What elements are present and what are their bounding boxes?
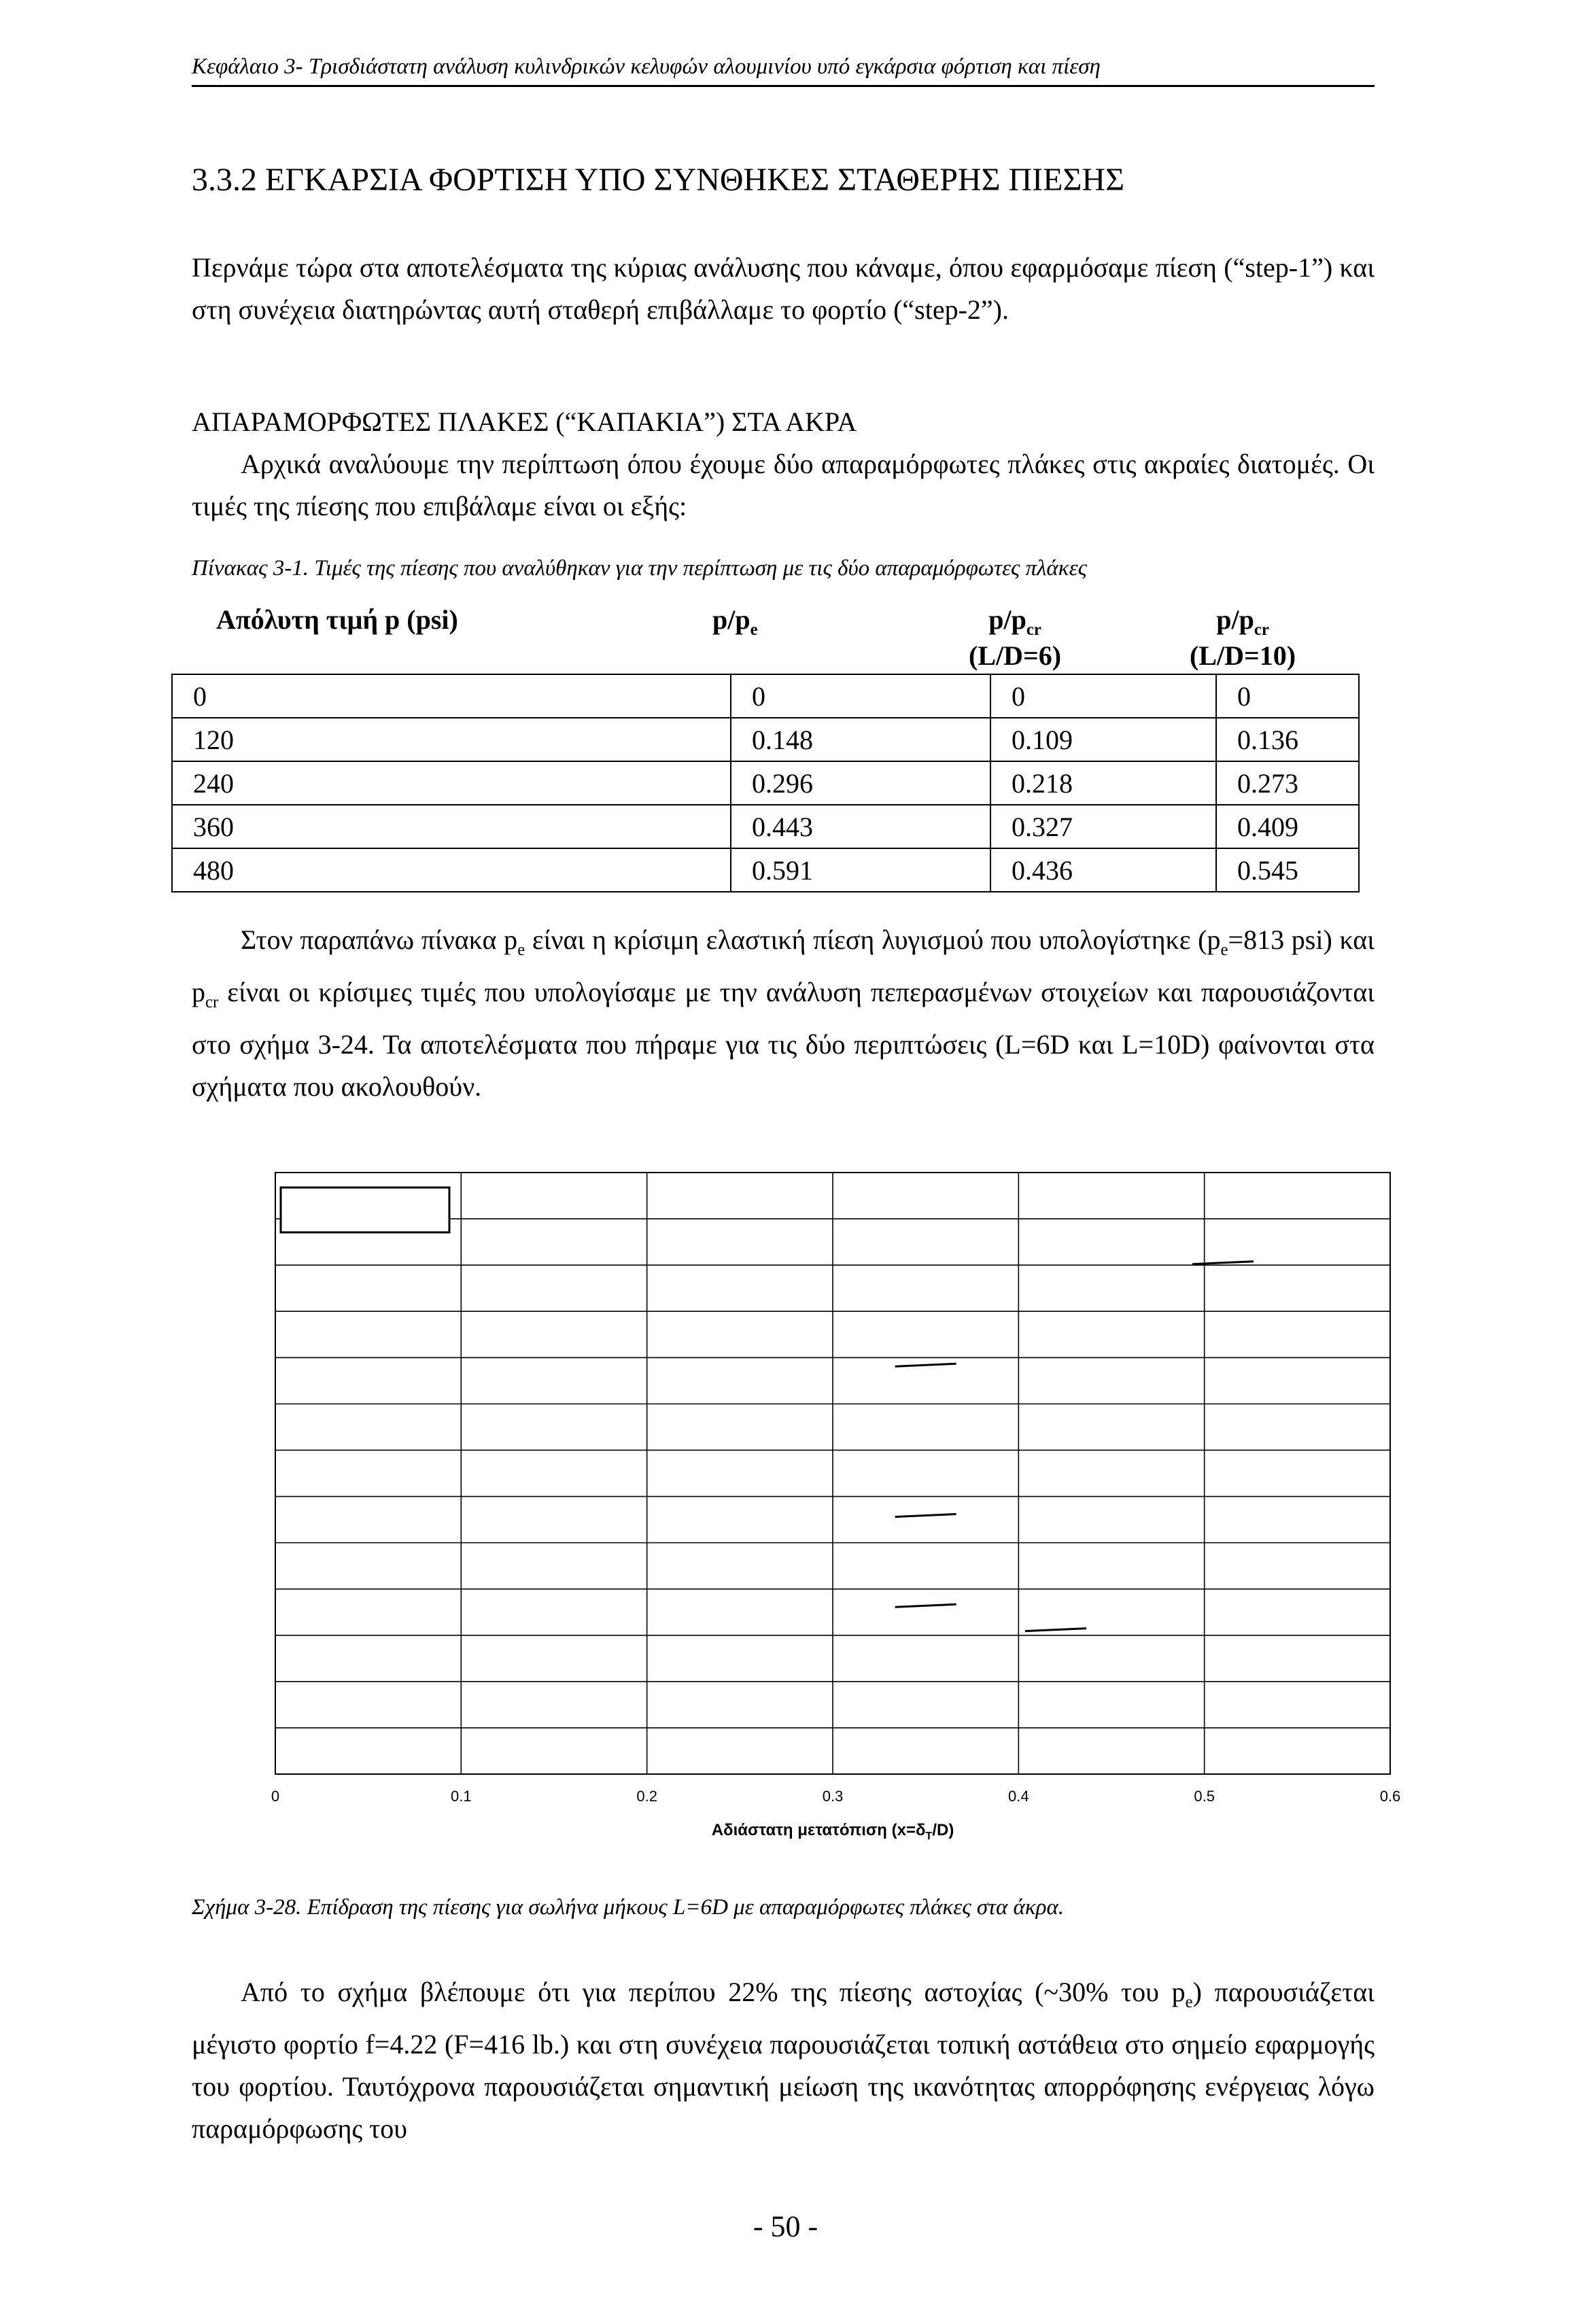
conclusion-paragraph: Από το σχήμα βλέπουμε ότι για περίπου 22% της πίεσης αστοχίας (~30% του $p_e$) παρουσιάζεται μέγιστο φορτίο f=4.22 (F=416 lb.) και στη συνέχεια παρουσιάζεται τοπική αστάθεια στο σημείο εφαρμογής του φορτίου. Ταυτόχρονα παρουσιάζεται σημαντική μείωση της ικανότητας απορρόφησης ενέργειας λόγω παραμόρφωσης του <box>192 1977 1375 2144</box>
x-tick-label: 0.5 <box>1194 1788 1215 1805</box>
table-row: 360 0.443 0.327 0.409 <box>172 805 1359 848</box>
legend-box <box>281 1187 449 1232</box>
running-header: Κεφάλαιο 3- Τρισδιάστατη ανάλυση κυλινδρικών κελυφών αλουμινίου υπό εγκάρσια φόρτιση και πίεση <box>192 54 1375 87</box>
table-header-pressure: Απόλυτη τιμή p (psi) <box>216 604 458 635</box>
x-tick-label: 0.2 <box>636 1788 657 1805</box>
curve-segment <box>895 1364 956 1366</box>
load-displacement-chart <box>258 1162 1414 1862</box>
x-tick-label: 0.4 <box>1008 1788 1029 1805</box>
table-caption: Πίνακας 3-1. Τιμές της πίεσης που αναλύθηκαν για την περίπτωση με τις δύο απαραμόρφωτες πλάκες <box>192 556 1087 580</box>
curve-segment <box>1192 1262 1254 1264</box>
curve-segment <box>895 1514 956 1516</box>
subsection-text: Αρχικά αναλύουμε την περίπτωση όπου έχουμε δύο απαραμόρφωτες πλάκες στις ακραίες διατομές. Οι τιμές της πίεσης που επιβάλαμε είναι οι εξής: <box>192 449 1375 521</box>
table-header-p-pcr-6: $p/p_{cr}$ (L/D=6) <box>969 604 1062 671</box>
x-tick-label: 0.6 <box>1379 1788 1401 1805</box>
x-tick-label: 0 <box>271 1788 280 1805</box>
curve-segment <box>895 1604 956 1607</box>
table-row: 480 0.591 0.436 0.545 <box>172 848 1359 892</box>
x-axis-label: Αδιάστατη μετατόπιση $(x=\delta_T/D)$ <box>711 1821 954 1842</box>
pressure-table <box>171 674 1360 892</box>
intro-paragraph: Περνάμε τώρα στα αποτελέσματα της κύριας ανάλυσης που κάναμε, όπου εφαρμόσαμε πίεση (“step-1”) και στη συνέχεια διατηρώντας αυτή σταθερή επιβάλλαμε το φορτίο (“step-2”). <box>192 252 1375 325</box>
x-axis-ticks <box>271 1788 1400 1805</box>
table-row: 240 0.296 0.218 0.273 <box>172 761 1359 805</box>
subsection-title: ΑΠΑΡΑΜΟΡΦΩΤΕΣ ΠΛΑΚΕΣ (“ΚΑΠΑΚΙΑ”) ΣΤΑ ΑΚΡΑ <box>192 406 857 437</box>
table-row: 0 0 0 0 <box>172 674 1359 718</box>
table-header-p-pcr-10: $p/p_{cr}$ (L/D=10) <box>1190 604 1296 671</box>
page-number: - 50 - <box>753 2210 818 2243</box>
figure-caption: Σχήμα 3-28. Επίδραση της πίεσης για σωλήνα μήκους L=6D με απαραμόρφωτες πλάκες στα άκρα. <box>192 1895 1065 1920</box>
curve-segment <box>1025 1629 1086 1631</box>
table-explanation-paragraph: Στον παραπάνω πίνακα $p_e$ είναι η κρίσιμη ελαστική πίεση λυγισμού που υπολογίστηκε ($p_e=813$ psi) και $p_{cr}$ είναι οι κρίσιμες τιμές που υπολογίσαμε με την ανάλυση πεπερασμένων στοιχείων και παρουσιάζονται στο σχήμα 3-24. Τα αποτελέσματα που πήραμε για τις δύο περιπτώσεις (L=6D και L=10D) φαίνονται στα σχήματα που ακολουθούν. <box>192 924 1375 1102</box>
table-header-p-pe: $p/p_e$ <box>712 604 758 639</box>
section-title: 3.3.2 ΕΓΚΑΡΣΙΑ ΦΟΡΤΙΣΗ ΥΠΟ ΣΥΝΘΗΚΕΣ ΣΤΑΘΕΡΗΣ ΠΙΕΣΗΣ <box>192 162 1125 198</box>
x-tick-label: 0.1 <box>451 1788 472 1805</box>
table-row: 120 0.148 0.109 0.136 <box>172 718 1359 761</box>
x-tick-label: 0.3 <box>822 1788 844 1805</box>
plot-area <box>275 1173 1390 1774</box>
